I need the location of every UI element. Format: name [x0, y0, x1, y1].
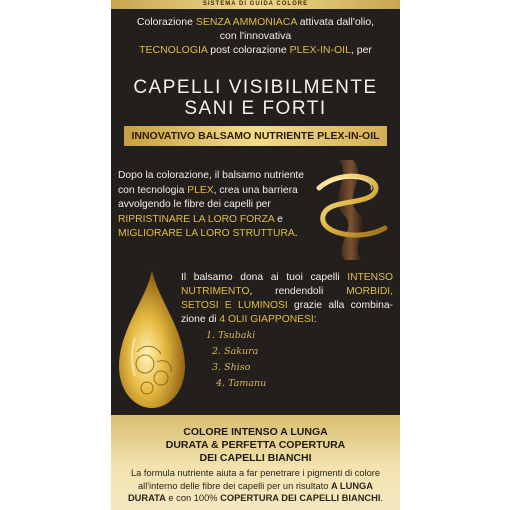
coverage-text-bold: COPERTURA DEI CAPELLI BIANCHI	[220, 493, 381, 503]
intro-text-part: con l'innovativa	[219, 30, 292, 42]
coverage-text	[119, 467, 392, 505]
section-banner: INNOVATIVO BALSAMO NUTRIENTE PLEX-IN-OIL	[124, 126, 387, 146]
headline	[111, 77, 400, 119]
paragraph-text: .	[294, 228, 298, 239]
coverage-title-line: COLORE INTENSO A LUNGA	[183, 426, 328, 438]
paragraph-text: :	[313, 314, 317, 325]
paragraph-highlight: MIGLIORARE LA LORO STRUTTURA	[118, 228, 295, 239]
paragraph-highlight: PLEX	[187, 184, 214, 196]
conditioner-paragraph	[118, 169, 313, 242]
hair-strand-icon	[301, 158, 397, 262]
oil-drop-icon	[117, 268, 187, 410]
paragraph-highlight: RIPRISTINARE LA LORO FORZA	[118, 213, 275, 225]
list-item: 2. Sakura	[212, 346, 259, 357]
headline-line: CAPELLI VISIBILMENTE	[133, 77, 378, 98]
top-strip	[111, 0, 400, 9]
paragraph-text: Il balsamo dona ai tuoi capelli	[181, 272, 348, 283]
intro-text-part: attivata dall'olio,	[296, 16, 375, 28]
intro-text-part: Colorazione	[136, 16, 196, 28]
oil-list	[206, 328, 267, 392]
coverage-text-part: e con 100%	[165, 493, 221, 503]
product-panel	[111, 0, 400, 510]
list-item: 3. Shiso	[212, 362, 251, 373]
coverage-title-line: DURATA & PERFETTA COPERTURA	[165, 439, 346, 451]
coverage-text-bold: A LUNGA DURATA	[127, 480, 373, 503]
coverage-title-line: DEI CAPELLI BIANCHI	[199, 452, 312, 464]
paragraph-text: e	[274, 213, 283, 225]
list-item: 4. Tamanu	[216, 378, 267, 389]
paragraph-highlight: INTENSO NUTRIMENTO	[181, 272, 393, 297]
paragraph-highlight: 4 OLII GIAPPONESI	[219, 314, 314, 325]
intro-highlight: SENZA AMMONIACA	[195, 16, 297, 28]
intro-text	[117, 15, 394, 57]
intro-highlight: TECNOLOGIA	[139, 44, 208, 56]
coverage-section	[111, 415, 400, 510]
intro-text-part: post colorazione	[207, 44, 290, 56]
paragraph-highlight: MORBIDI, SETOSI E LUMINOSI	[181, 286, 393, 311]
list-item: 1. Tsubaki	[206, 330, 256, 341]
paragraph-text: Dopo la colorazione, il balsamo nutriente con tecnologia	[118, 170, 305, 196]
headline-line: SANI E FORTI	[184, 98, 327, 119]
paragraph-text: , rendendoli	[249, 286, 347, 297]
intro-text-part: , per	[350, 44, 372, 56]
paragraph-text: grazie alla combina-zione di	[181, 300, 393, 325]
coverage-text-part: La formula nutriente aiuta a far penetrare i pigmenti di colore all'interno delle fibre dei capelli per un risultato	[130, 468, 381, 491]
coverage-title	[111, 426, 400, 465]
paragraph-text: , crea una barriera avvolgendo le fibre dei capelli per	[118, 184, 298, 210]
coverage-text-part: .	[380, 493, 384, 503]
intro-highlight: PLEX-IN-OIL	[289, 44, 351, 56]
nutrition-paragraph	[181, 271, 393, 327]
top-strip-text: SISTEMA DI GUIDA COLORE	[202, 1, 309, 7]
